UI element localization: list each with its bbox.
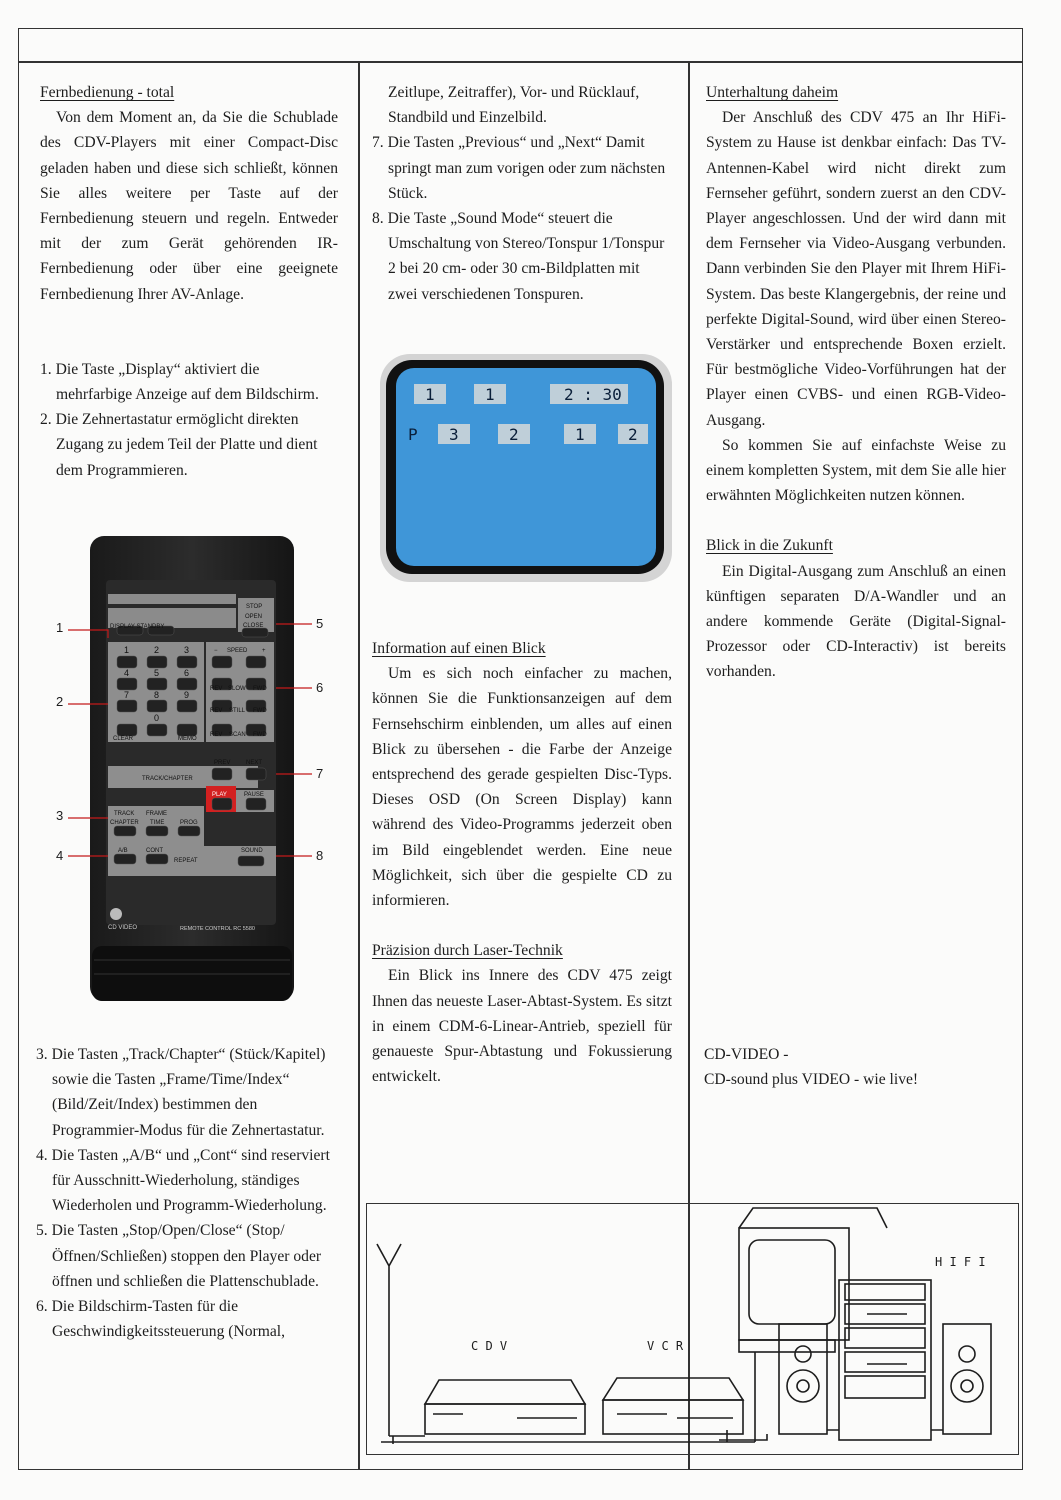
osd-prog-3: 1 bbox=[575, 425, 585, 444]
label-memo: MEMO bbox=[178, 736, 197, 742]
callout-4: 4 bbox=[56, 848, 64, 863]
list-item-7: 7. Die Tasten „Previous“ und „Next“ Damit springt man zum vorigen oder zum nächsten Stück. bbox=[372, 134, 666, 202]
label-chapter: CHAPTER bbox=[110, 820, 139, 826]
model-text: REMOTE CONTROL RC 5580 bbox=[180, 926, 255, 932]
label-minus: − bbox=[214, 648, 218, 654]
label-scan: SCAN bbox=[229, 732, 246, 738]
digit-7: 7 bbox=[124, 690, 130, 700]
intro-paragraph: Von dem Moment an, da Sie die Schublade des CDV-Players mit einer Compact-Disc geladen haben und diese sich schließt, können Sie alles weitere per Taste auf der Fernbedienung steuern und regeln. Entweder mit der zum Gerät gehörenden IR-Fernbedienung oder über eine geeignete Fernbedienung Ihrer AV-Anlage. bbox=[40, 109, 338, 303]
callout-2: 2 bbox=[56, 694, 64, 709]
list-item-8: 8. Die Taste „Sound Mode“ steuert die Umschaltung von Stereo/Tonspur 1/Tonspur 2 bei 20 cm- oder 30 cm-Bildplatten mit zwei verschiedenen Tonspuren. bbox=[372, 210, 665, 303]
list-item-4: 4. Die Tasten „A/B“ und „Cont“ sind reserviert für Ausschnitt-Wiederholung, ständiges Wiederholen und Programm-Wiederholung. bbox=[36, 1146, 330, 1215]
label-sound: SOUND bbox=[241, 848, 263, 854]
list-item-3: 3. Die Tasten „Track/Chapter“ (Stück/Kapitel) sowie die Tasten „Frame/Time/Index“ (Bild/Zeit/Index) bestimmen den Programmier-Modus für die Zehnertastatur. bbox=[36, 1046, 326, 1139]
heading-information: Information auf einen Blick bbox=[372, 640, 546, 657]
list-item-1: 1. Die Taste „Display“ aktiviert die mehrfarbige Anzeige auf dem Bildschirm. bbox=[40, 360, 319, 404]
label-play: PLAY bbox=[212, 792, 227, 798]
label-prog: PROG bbox=[180, 820, 198, 826]
label-close: CLOSE bbox=[243, 623, 264, 629]
paragraph-praezision: Ein Blick ins Innere des CDV 475 zeigt Ihnen das neueste Laser-Abtast-System. Es sitzt in einem CDM-6-Linear-Antrieb, speziell für genaueste Spur-Abtastung und Fokussierung entwickelt. bbox=[372, 967, 672, 1086]
digit-6: 6 bbox=[184, 668, 190, 678]
label-pause: PAUSE bbox=[244, 792, 264, 798]
callout-7: 7 bbox=[316, 766, 324, 781]
digit-0: 0 bbox=[154, 713, 160, 723]
label-cont: CONT bbox=[146, 848, 163, 854]
osd-prog-2: 2 bbox=[509, 425, 519, 444]
digit-5: 5 bbox=[154, 668, 160, 678]
label-speed: SPEED bbox=[227, 648, 248, 654]
callout-3: 3 bbox=[56, 808, 64, 823]
system-connection-diagram bbox=[367, 1204, 1017, 1454]
label-display-standby: DISPLAY STANDBY bbox=[110, 624, 165, 630]
label-open: OPEN bbox=[245, 614, 263, 620]
paragraph-information: Um es sich noch einfacher zu machen, können Sie die Funktionsanzeigen auf dem Fernsehschirm einblenden, um alles auf einen Blick zu übersehen - die Farbe der Anzeige entsprechend des gerade gespielten Disc-Typs. Dieses OSD (On Screen Display) kann während des Video-Programms jederzeit oben im Bild eingeblendet werden. Eine neue Möglichkeit, sich über die gespielte CD zu informieren. bbox=[372, 665, 672, 910]
column-1-top bbox=[40, 80, 338, 483]
heading-fernbedienung: Fernbedienung - total bbox=[40, 84, 175, 101]
label-still: STILL bbox=[229, 708, 246, 714]
paragraph-unterhaltung-2: So kommen Sie auf einfachste Weise zu einem kompletten System, mit dem Sie alle hier erwähnten Möglichkeiten nutzen können. bbox=[706, 436, 1006, 505]
slogan-line-2: CD-sound plus VIDEO - wie live! bbox=[704, 1071, 919, 1089]
label-stop: STOP bbox=[246, 604, 263, 610]
label-ab: A/B bbox=[118, 848, 128, 854]
label-fwd-1: FWD bbox=[253, 686, 267, 692]
label-next: NEXT bbox=[246, 760, 263, 766]
label-rev-3: REV bbox=[210, 732, 223, 738]
label-slow: SLOW bbox=[228, 686, 246, 692]
callout-8: 8 bbox=[316, 848, 324, 863]
column-1-bottom bbox=[36, 1042, 338, 1344]
osd-time: 2 : 30 bbox=[564, 385, 622, 404]
label-clear: CLEAR bbox=[113, 736, 134, 742]
osd-prog-1: 3 bbox=[449, 425, 459, 444]
osd-program-label: P bbox=[408, 425, 418, 444]
digit-3: 3 bbox=[184, 645, 190, 655]
callout-5: 5 bbox=[316, 616, 324, 631]
list-item-5: 5. Die Tasten „Stop/Open/Close“ (Stop/Öffnen/Schließen) stoppen den Player oder öffnen und schließen die Plattenschublade. bbox=[36, 1222, 322, 1290]
label-hifi: H I F I bbox=[935, 1255, 986, 1269]
label-prev: PREV bbox=[214, 760, 231, 766]
label-rev-1: REV bbox=[210, 686, 223, 692]
top-rule bbox=[18, 61, 1023, 63]
list-item-6: 6. Die Bildschirm-Tasten für die Geschwindigkeitssteuerung (Normal, bbox=[36, 1298, 285, 1341]
column-divider-1 bbox=[358, 61, 360, 1469]
slogan-line-1: CD-VIDEO - bbox=[704, 1046, 789, 1063]
label-repeat: REPEAT bbox=[174, 858, 198, 864]
label-vcr: V C R bbox=[647, 1339, 684, 1353]
label-frame: FRAME bbox=[146, 811, 167, 817]
slogan bbox=[704, 1042, 1004, 1092]
callout-6: 6 bbox=[316, 680, 324, 695]
digit-2: 2 bbox=[154, 645, 160, 655]
paragraph-zukunft: Ein Digital-Ausgang zum Anschluß an einen künftigen separaten D/A-Wandler und an andere kommende Geräte (Digital-Signal-Prozessor oder CD-Interactiv) ist bereits vorhanden. bbox=[706, 562, 1006, 681]
column-2-top bbox=[372, 80, 672, 307]
heading-unterhaltung: Unterhaltung daheim bbox=[706, 84, 839, 101]
column-3 bbox=[706, 80, 1006, 685]
tv-osd-illustration bbox=[378, 350, 678, 588]
heading-zukunft: Blick in die Zukunft bbox=[706, 537, 833, 555]
label-fwd-3: FWD bbox=[253, 732, 267, 738]
digit-8: 8 bbox=[154, 690, 160, 700]
label-fwd-2: FWD bbox=[253, 708, 267, 714]
digit-9: 9 bbox=[184, 690, 190, 700]
osd-track: 1 bbox=[425, 385, 435, 404]
digit-1: 1 bbox=[124, 645, 130, 655]
list-item-6-continued: Zeitlupe, Zeitraffer), Vor- und Rücklauf, Standbild und Einzelbild. bbox=[388, 84, 640, 127]
column-2-bottom bbox=[372, 636, 672, 1089]
osd-chapter: 1 bbox=[485, 385, 495, 404]
logo-text: CD VIDEO bbox=[108, 925, 138, 931]
label-track-chapter: TRACK/CHAPTER bbox=[142, 776, 193, 782]
osd-prog-4: 2 bbox=[628, 425, 638, 444]
cd-video-logo-icon bbox=[110, 908, 122, 920]
label-cdv: C D V bbox=[471, 1339, 508, 1353]
list-item-2: 2. Die Zehnertastatur ermöglicht direkten Zugang zu jedem Teil der Platte und dient dem Programmieren. bbox=[40, 411, 318, 479]
label-plus: + bbox=[262, 648, 266, 654]
remote-control-illustration bbox=[50, 528, 340, 1008]
heading-praezision: Präzision durch Laser-Technik bbox=[372, 942, 563, 960]
paragraph-unterhaltung-1: Der Anschluß des CDV 475 an Ihr HiFi-System zu Hause ist denkbar einfach: Das TV-Antennen-Kabel wird nicht direkt zum Fernseher geführt, sondern zuerst an den CDV-Player angeschlossen. Und der wird dann mit dem Fernseher via Video-Ausgang verbunden. Dann verbinden Sie den Player mit Ihrem HiFi-System. Das beste Klangergebnis, der reine und perfekte Digital-Sound, wird über einen Stereo-Verstärker und entsprechende Boxen erzielt. Für bestmögliche Video-Vorführungen hat der Player einen CVBS- und einen RGB-Video-Ausgang. bbox=[706, 109, 1006, 429]
callout-1: 1 bbox=[56, 620, 64, 635]
label-track: TRACK bbox=[114, 811, 135, 817]
digit-4: 4 bbox=[124, 668, 130, 678]
label-rev-2: REV bbox=[210, 708, 223, 714]
label-time: TIME bbox=[150, 820, 165, 826]
